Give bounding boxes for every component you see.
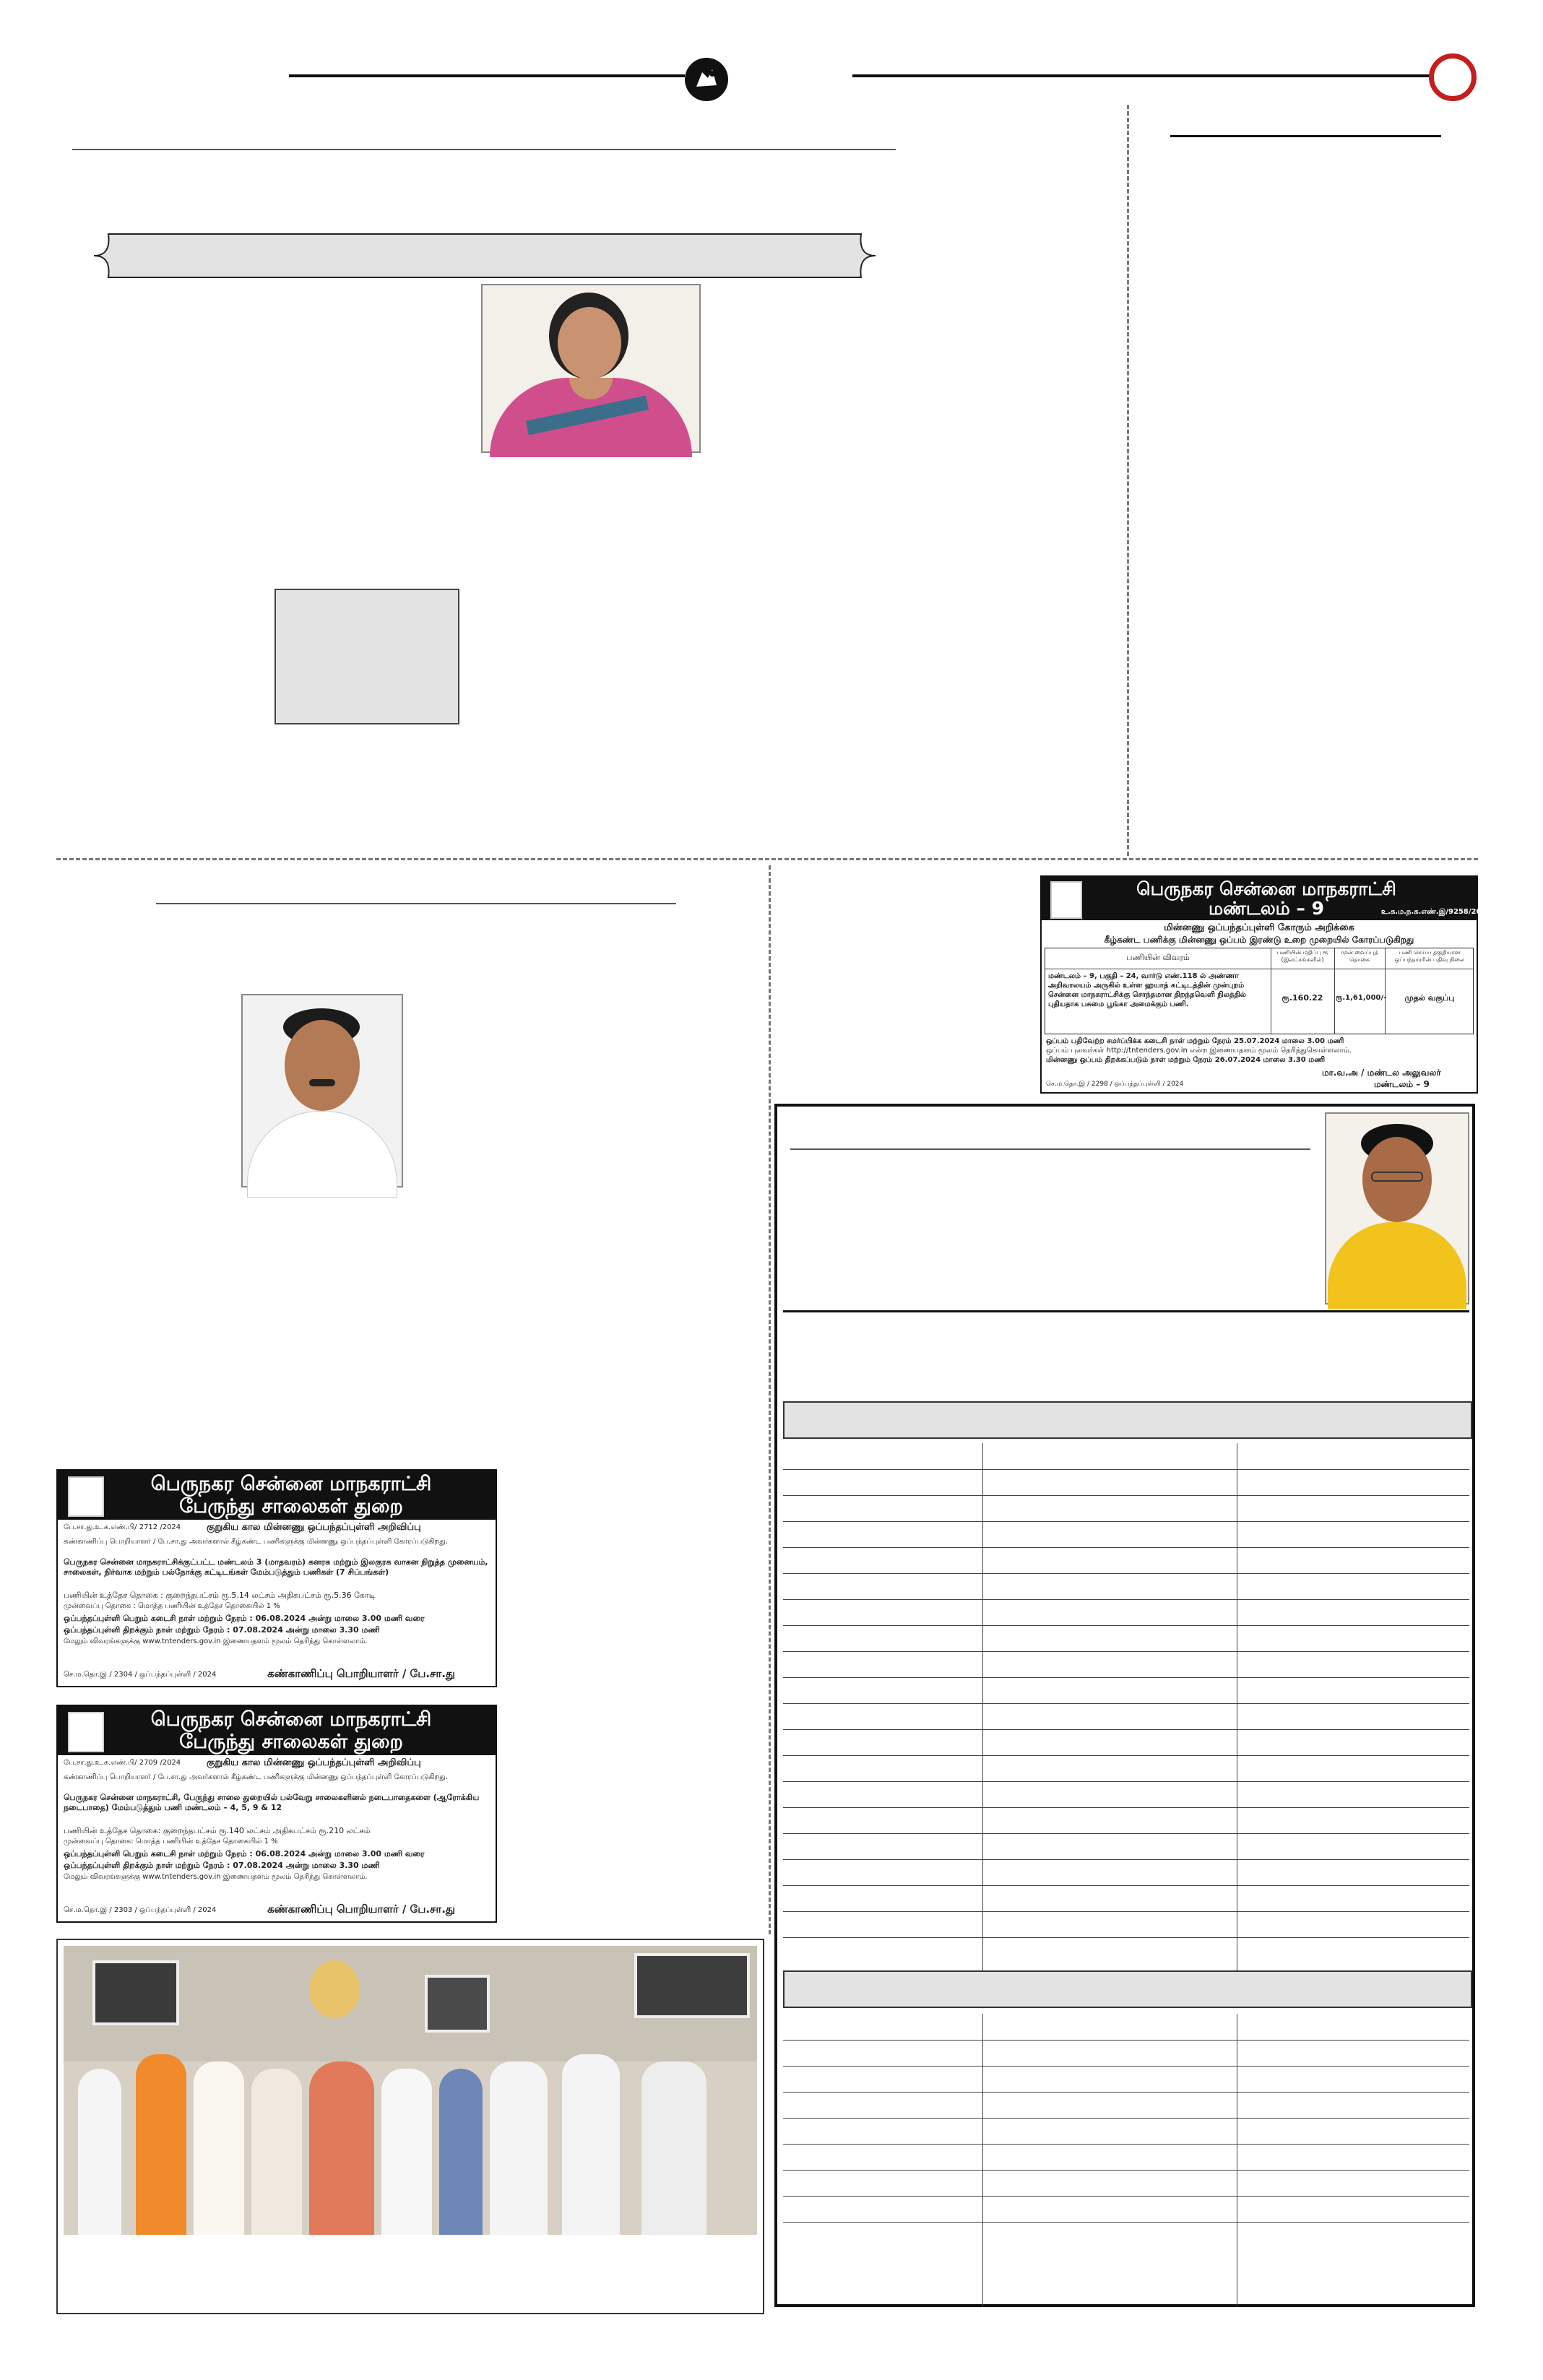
column-divider-top: [1127, 105, 1129, 856]
ad-line-3: மின்னணு ஒப்பம் திறக்கப்படும் நாள் மற்றும் நேரம் 26.07.2024 மாலை 3.30 மணி: [1046, 1056, 1326, 1064]
results-table-1: [783, 1443, 1469, 1970]
ad-org-name: பெருநகர சென்னை மாநகராட்சி: [150, 1708, 432, 1731]
ad-line-5: ஒப்பந்தப்புள்ளி பெறும் கடைசி நாள் மற்றும் நேரம் : 06.08.2024 அன்று மாலை 3.00 மணி வரை: [64, 1614, 425, 1623]
ad-table: [1045, 948, 1474, 1034]
section-divider-horizontal: [56, 858, 1478, 860]
table-heading-bar-2: [783, 1970, 1472, 2008]
ad-dept-name: பேருந்து சாலைகள் துறை: [179, 1731, 403, 1753]
placeholder-image-box: [275, 589, 459, 724]
ad-line-6: ஒப்பந்தப்புள்ளி திறக்கும் நாள் மற்றும் நேரம் : 07.08.2024 அன்று மாலை 3.30 மணி: [64, 1625, 380, 1635]
portrait-photo-man-2: [1325, 1112, 1469, 1304]
ad-footer-ref: செ.ம.தொ.இ / 2303 / ஒப்பந்தப்புள்ளி / 2024: [64, 1906, 217, 1914]
ad-line-1: கண்காணிப்பு பொறியாளர் / பே.சா.து அவர்களால் கீழ்கண்ட பணிகளுக்கு மின்னணு ஒப்பந்தப்புள்ளி கோரப்படுகிறது.: [64, 1538, 449, 1546]
ad-line-7: மேலும் விவரங்களுக்கு www.tntenders.gov.in இணையதளம் மூலம் தெரிந்து கொள்ளலாம்.: [64, 1873, 368, 1881]
ad-signature: கண்காணிப்பு பொறியாளர் / பே.சா.து: [267, 1903, 455, 1916]
boxed-results-section: [774, 1104, 1475, 2307]
ad-dept-name: பேருந்து சாலைகள் துறை: [179, 1495, 403, 1518]
ad-notice-title: மின்னணு ஒப்பந்தப்புள்ளி கோரும் அறிக்கை: [1164, 922, 1354, 933]
ad-line-5: ஒப்பந்தப்புள்ளி பெறும் கடைசி நாள் மற்றும் நேரம் : 06.08.2024 அன்று மாலை 3.00 மணி வரை: [64, 1849, 425, 1858]
col-header-deposit: முன் வைப்புத் தொகை: [1341, 949, 1378, 963]
ad-line-1: ஒப்பம் பதிவேற்ற சமர்ப்பிக்க கடைசி நாள் மற்றும் நேரம் 25.07.2024 மாலை 3.00 மணி: [1046, 1037, 1344, 1045]
tender-ad-bus-roads-1: [56, 1469, 497, 1687]
ad-org-name: பெருநகர சென்னை மாநகராட்சி: [150, 1473, 432, 1495]
col-header-description: பணியின் விவரம்: [1126, 953, 1190, 962]
row-value: ரூ.160.22: [1281, 993, 1323, 1003]
tender-ad-bus-roads-2: [56, 1705, 497, 1923]
ad-ref-no: உ.க.ம.ந.க.எண்.இ/9258/2023: [1381, 908, 1492, 916]
ad-footer-ref: செ.ம.தொ.இ / 2298 / ஒப்பந்தப்புள்ளி / 2024: [1046, 1081, 1184, 1088]
ad-notice-title: குறுகிய கால மின்னணு ஒப்பந்தப்புள்ளி அறிவிப்பு: [207, 1757, 421, 1768]
portrait-photo-woman: [481, 284, 701, 453]
column-divider-bottom: [769, 865, 771, 1934]
masthead-emblem-icon: [683, 56, 730, 103]
table-heading-bar-1: [783, 1401, 1472, 1439]
ad-line-6: ஒப்பந்தப்புள்ளி திறக்கும் நாள் மற்றும் நேரம் : 07.08.2024 அன்று மாலை 3.30 மணி: [64, 1861, 380, 1870]
story-headline-rule: [72, 149, 896, 150]
col-header-class: பணி செய்ய தகுதியான ஒப்பந்தாரரின் பதிவு நிலை: [1394, 949, 1465, 963]
ad-line-7: மேலும் விவரங்களுக்கு www.tntenders.gov.in இணையதளம் மூலம் தெரிந்து கொள்ளலாம்.: [64, 1637, 368, 1645]
col-header-value: பணியின் மதிப்பு ரூ (இலட்சங்களில்): [1276, 949, 1328, 963]
ad-line-3: பணியின் உத்தேச தொகை: குறைந்தபட்சம் ரூ.140 லட்சம் அதிகபட்சம் ரூ.210 லட்சம்: [64, 1826, 371, 1835]
masthead-rule-right: [852, 74, 1430, 77]
ad-signature: மா.வ.அ / மண்டல அலுவலர்: [1322, 1068, 1441, 1078]
group-photo-frame: [56, 1939, 764, 2314]
ad-ref-no: பே.சா.து.உ.க.எண்.பி/ 2712 /2024: [64, 1523, 181, 1531]
ad-line-4: முன்வைப்பு தொகை : மொத்த பணியின் உத்தேச தொகையில் 1 %: [64, 1602, 280, 1610]
ad-ref-no: பே.சா.து.உ.க.எண்.பி/ 2709 /2024: [64, 1759, 181, 1767]
ad-signature-zone: மண்டலம் – 9: [1374, 1079, 1430, 1089]
section-banner: [92, 231, 877, 280]
ad-notice-subtitle: கீழ்கண்ட பணிக்கு மின்னணு ஒப்பம் இரண்டு உறை முறையில் கோரப்படுகிறது: [1104, 935, 1414, 945]
ad-zone: மண்டலம் – 9: [1209, 898, 1324, 919]
masthead-logo-icon: [1429, 53, 1477, 101]
results-table-2: [783, 2014, 1469, 2307]
row-description: மண்டலம் – 9, பகுதி – 24, வார்டு எண்.118 ல் அண்ணா அறிவாலயம் அருகில் உள்ள ஹயாத் கட்டிடத்தின் முன்புறம் சென்னை மாநகராட்சிக்கு சொந்தமான திறந்தவெளி நிலத்தில் புதியதாக பசுமை பூங்கா அமைக்கும் பணி.: [1048, 972, 1246, 1008]
ad-signature: கண்காணிப்பு பொறியாளர் / பே.சா.து: [267, 1667, 455, 1680]
box-headline-rule: [790, 1148, 1310, 1150]
tender-ad-zone-9: [1040, 875, 1492, 1094]
ad-line-2: ஒப்பம் புலவர்கள் http://tntenders.gov.in என்ற இணையதளம் மூலம் தெரிந்துகொள்ளலாம்.: [1046, 1047, 1352, 1055]
portrait-photo-man-1: [241, 994, 403, 1187]
ad-line-3: பணியின் உத்தேச தொகை : குறைந்தபட்சம் ரூ.5.14 லட்சம் அதிகபட்சம் ரூ.5.36 கோடி: [64, 1591, 376, 1600]
row-class: முதல் வகுப்பு: [1404, 993, 1455, 1003]
ad-line-1: கண்காணிப்பு பொறியாளர் / பே.சா.து அவர்களால் கீழ்கண்ட பணிகளுக்கு மின்னணு ஒப்பந்தப்புள்ளி கோரப்படுகிறது.: [64, 1773, 449, 1781]
row-deposit: ரூ.1,61,000/-: [1336, 994, 1387, 1002]
right-column-rule: [1170, 135, 1441, 137]
ad-org-name: பெருநகர சென்னை மாநகராட்சி: [1136, 878, 1396, 899]
masthead-rule-left: [289, 74, 685, 77]
lower-story-headline-rule: [156, 903, 676, 904]
box-section-rule: [783, 1310, 1469, 1312]
ad-footer-ref: செ.ம.தொ.இ / 2304 / ஒப்பந்தப்புள்ளி / 2024: [64, 1671, 217, 1679]
ad-notice-title: குறுகிய கால மின்னணு ஒப்பந்தப்புள்ளி அறிவிப்பு: [207, 1522, 421, 1533]
ad-line-2: பெருநகர சென்னை மாநகராட்சிக்குட்பட்ட மண்டலம் 3 (மாதவரம்) கனரக மற்றும் இலகுரக வாகன நிறுத்த முனையம், சாலைகள், நிர்வாக மற்றும் பல்நோக்கு கட்டிடங்கள் மேம்படுத்தும் பணிகள் (7 சிப்பங்கள்): [64, 1557, 488, 1577]
ad-line-2: பெருநகர சென்னை மாநகராட்சி, பேருந்து சாலை துறையில் பல்வேறு சாலைகளினல் நடைபாதைகளை (ஆரோக்கிய நடைபாதை) மேம்படுத்தும் பணி மண்டலம் – 4, 5, 9 & 12: [64, 1793, 480, 1812]
ad-line-4: முன்வைப்பு தொகை: மொத்த பணியின் உத்தேச தொகையில் 1 %: [64, 1838, 278, 1845]
group-photo: [64, 1946, 757, 2235]
